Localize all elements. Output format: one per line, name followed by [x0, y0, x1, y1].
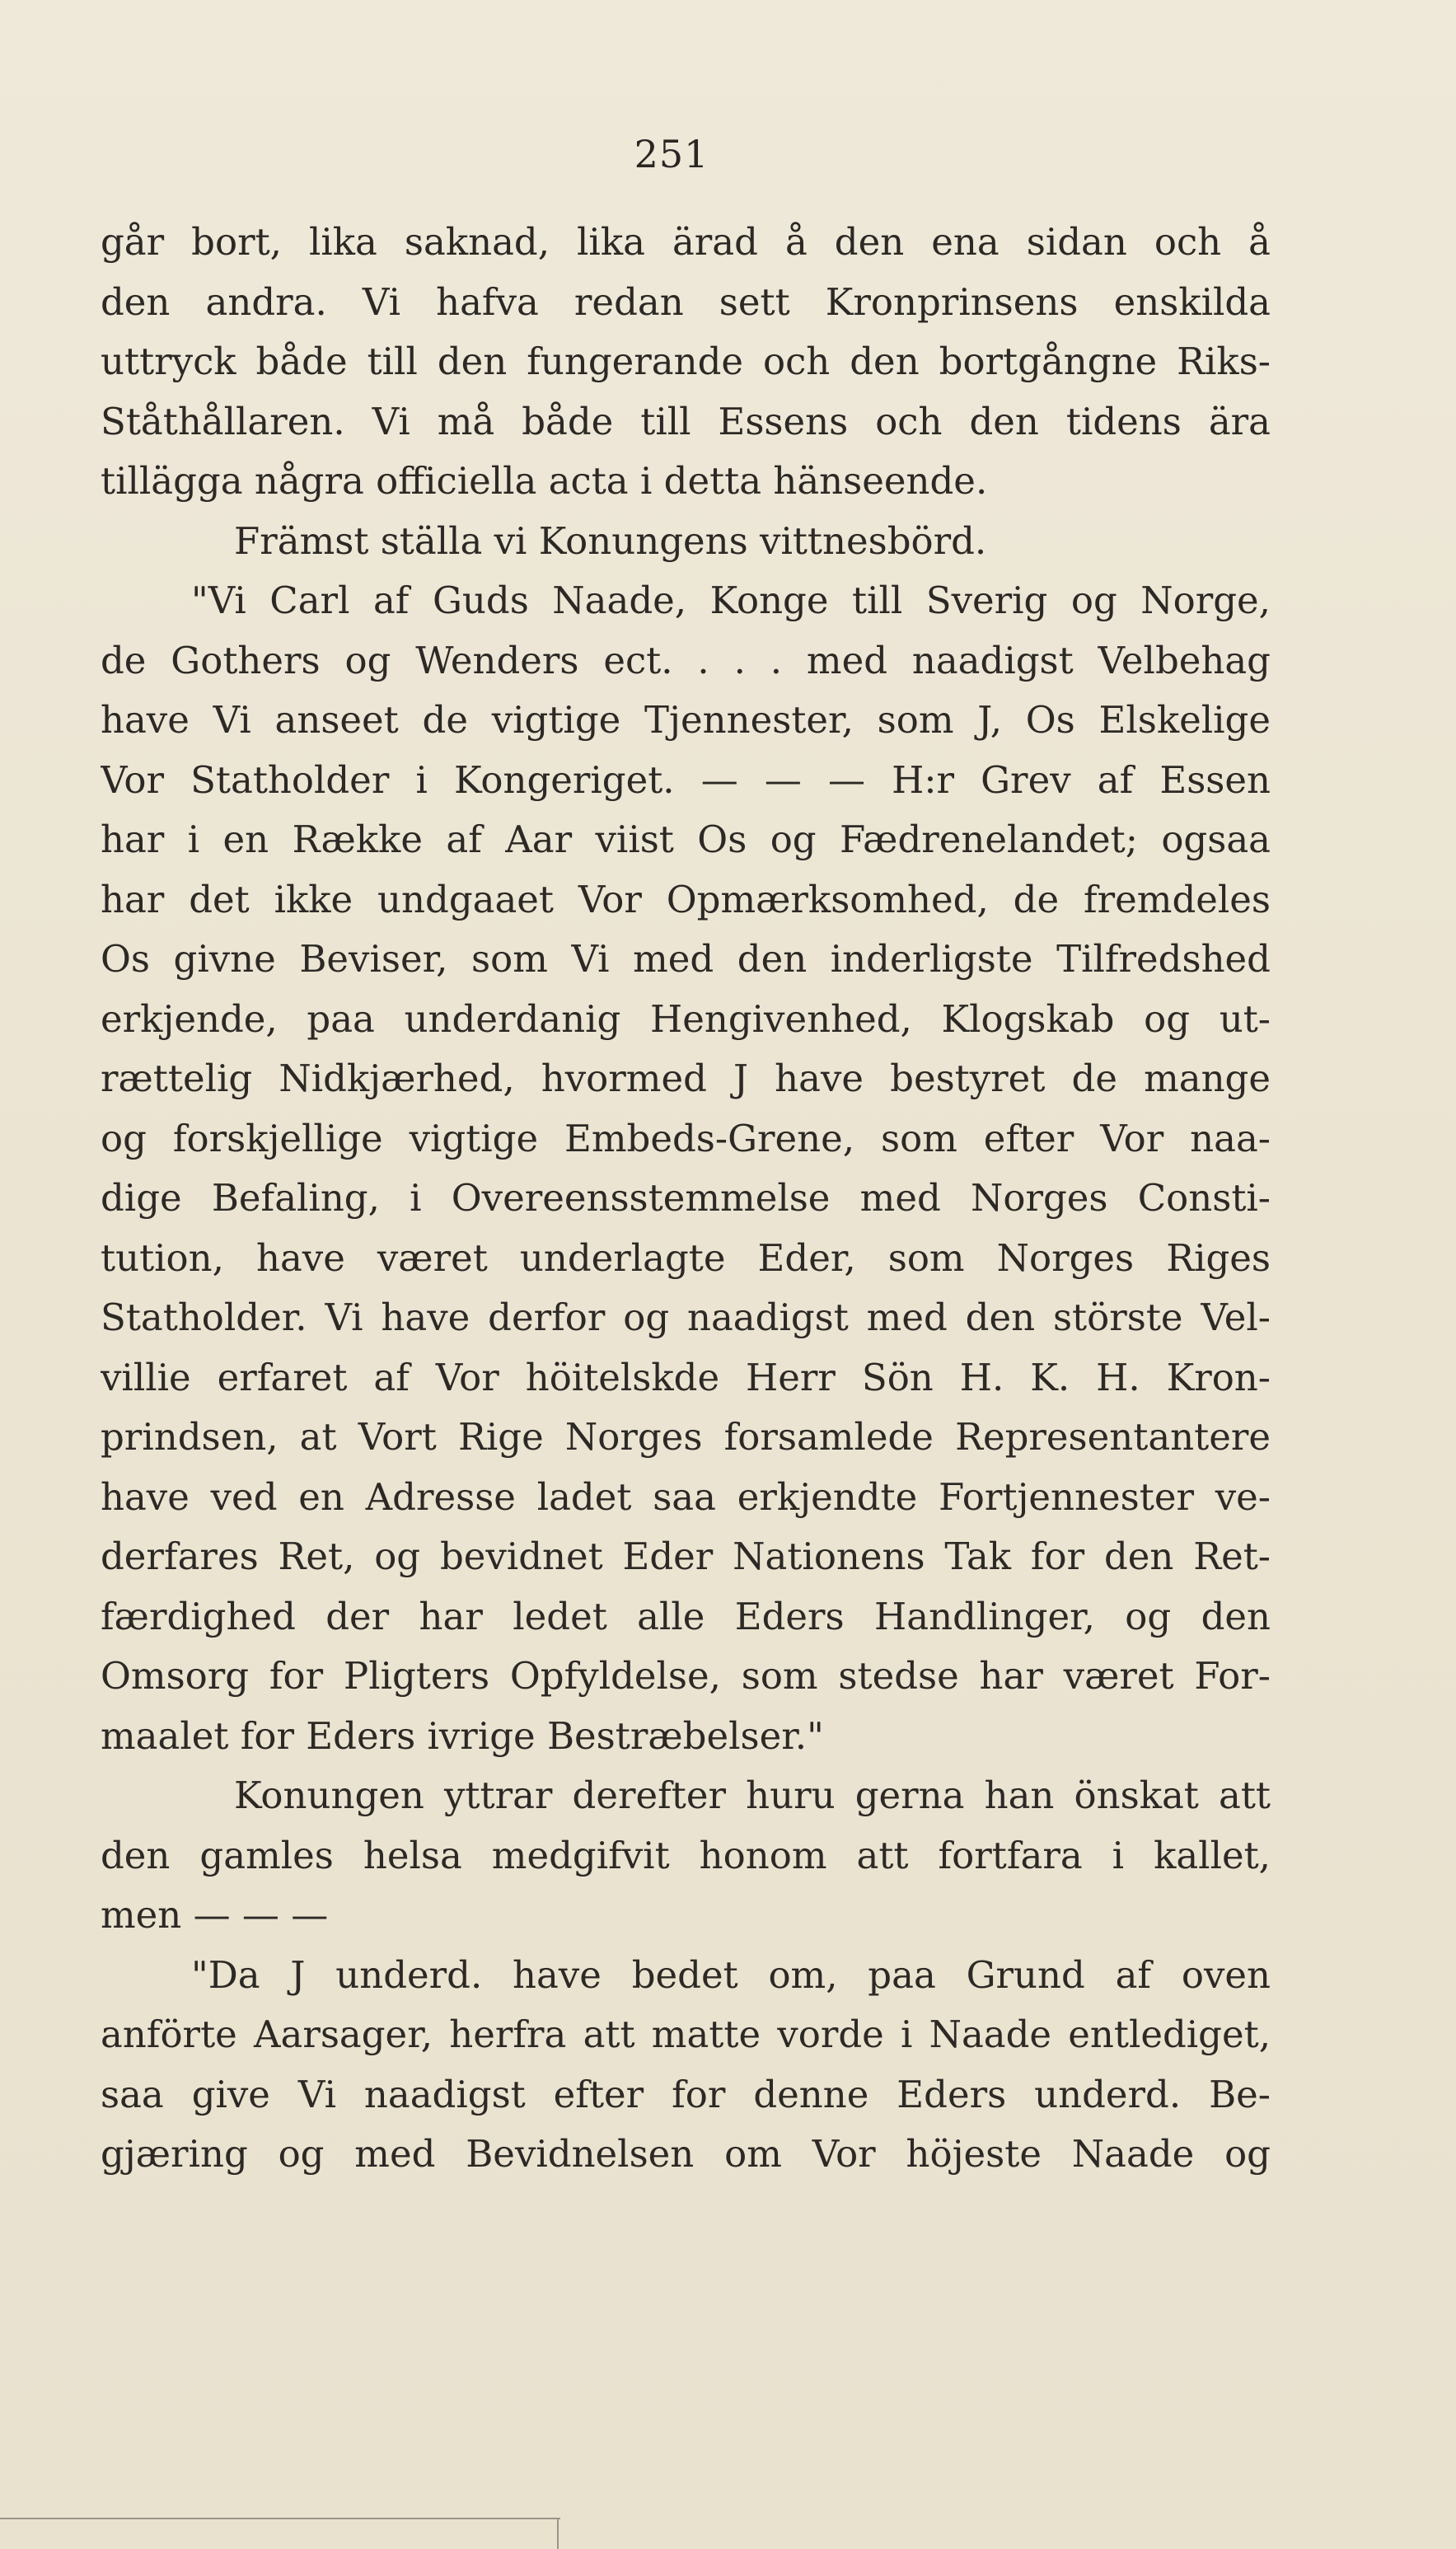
text-line: dige Befaling, i Overeensstemmelse med Norges Consti-: [101, 1176, 1271, 1220]
text-line: prindsen, at Vort Rige Norges forsamlede Representantere: [101, 1415, 1271, 1459]
text-line: uttryck både till den fungerande och den bortgångne Riks-: [101, 340, 1271, 383]
text-line: saa give Vi naadigst efter for denne Eders underd. Be-: [101, 2072, 1271, 2116]
text-line: erkjende, paa underdanig Hengivenhed, Klogskab og ut-: [101, 996, 1271, 1041]
text-line: den andra. Vi hafva redan sett Kronprinsens enskilda: [101, 279, 1271, 324]
text-line: har det ikke undgaaet Vor Opmærksomhed, de fremdeles: [101, 877, 1271, 921]
text-line: "Da J underd. have bedet om, paa Grund af oven: [191, 1952, 1271, 1997]
text-line: Os givne Beviser, som Vi med den inderligste Tilfredshed: [101, 937, 1271, 981]
page-number: 251: [634, 132, 709, 176]
text-line: har i en Række af Aar viist Os og Fædrenelandet; ogsaa: [101, 818, 1271, 861]
text-line: rættelig Nidkjærhed, hvormed J have bestyret de mange: [101, 1057, 1271, 1100]
text-line: maalet for Eders ivrige Bestræbelser.": [101, 1713, 824, 1758]
text-line: går bort, lika saknad, lika ärad å den ena sidan och å: [101, 220, 1271, 264]
text-line: Statholder. Vi have derfor og naadigst med den störste Vel-: [101, 1296, 1271, 1339]
text-line: Ståthållaren. Vi må både till Essens och den tidens ära: [101, 399, 1271, 443]
text-line: den gamles helsa medgifvit honom att fortfara i kallet,: [101, 1833, 1271, 1877]
bottom-rule: [0, 2518, 560, 2519]
text-line: og forskjellige vigtige Embeds-Grene, som efter Vor naa-: [101, 1116, 1271, 1160]
text-line: færdighed der har ledet alle Eders Handlinger, og den: [101, 1594, 1271, 1638]
text-line: villie erfaret af Vor höitelskde Herr Sön H. K. H. Kron-: [101, 1355, 1271, 1399]
text-line: Främst ställa vi Konungens vittnesbörd.: [234, 518, 987, 563]
text-line: Konungen yttrar derefter huru gerna han önskat att: [234, 1774, 1271, 1817]
text-line: have Vi anseet de vigtige Tjennester, som J, Os Elskelige: [101, 698, 1271, 742]
text-line: "Vi Carl af Guds Naade, Konge till Sverig og Norge,: [191, 579, 1271, 622]
text-line: derfares Ret, og bevidnet Eder Nationens Tak for den Ret-: [101, 1535, 1271, 1578]
bottom-rule-end: [557, 2518, 559, 2549]
text-line: de Gothers og Wenders ect. . . . med naadigst Velbehag: [101, 638, 1271, 682]
text-line: tution, have været underlagte Eder, som Norges Riges: [101, 1235, 1271, 1280]
body-text: [101, 213, 1271, 2185]
text-line: men — — —: [101, 1893, 329, 1937]
text-line: Vor Statholder i Kongeriget. — — — H:r Grev af Essen: [101, 757, 1271, 802]
text-line: anförte Aarsager, herfra att matte vorde i Naade entlediget,: [101, 2012, 1271, 2056]
text-line: tillägga några officiella acta i detta hänseende.: [101, 459, 988, 503]
text-line: have ved en Adresse ladet saa erkjendte Fortjennester ve-: [101, 1474, 1271, 1519]
text-line: Omsorg for Pligters Opfyldelse, som stedse har været For-: [101, 1654, 1271, 1698]
text-line: gjæring og med Bevidnelsen om Vor höjeste Naade og: [101, 2132, 1271, 2176]
